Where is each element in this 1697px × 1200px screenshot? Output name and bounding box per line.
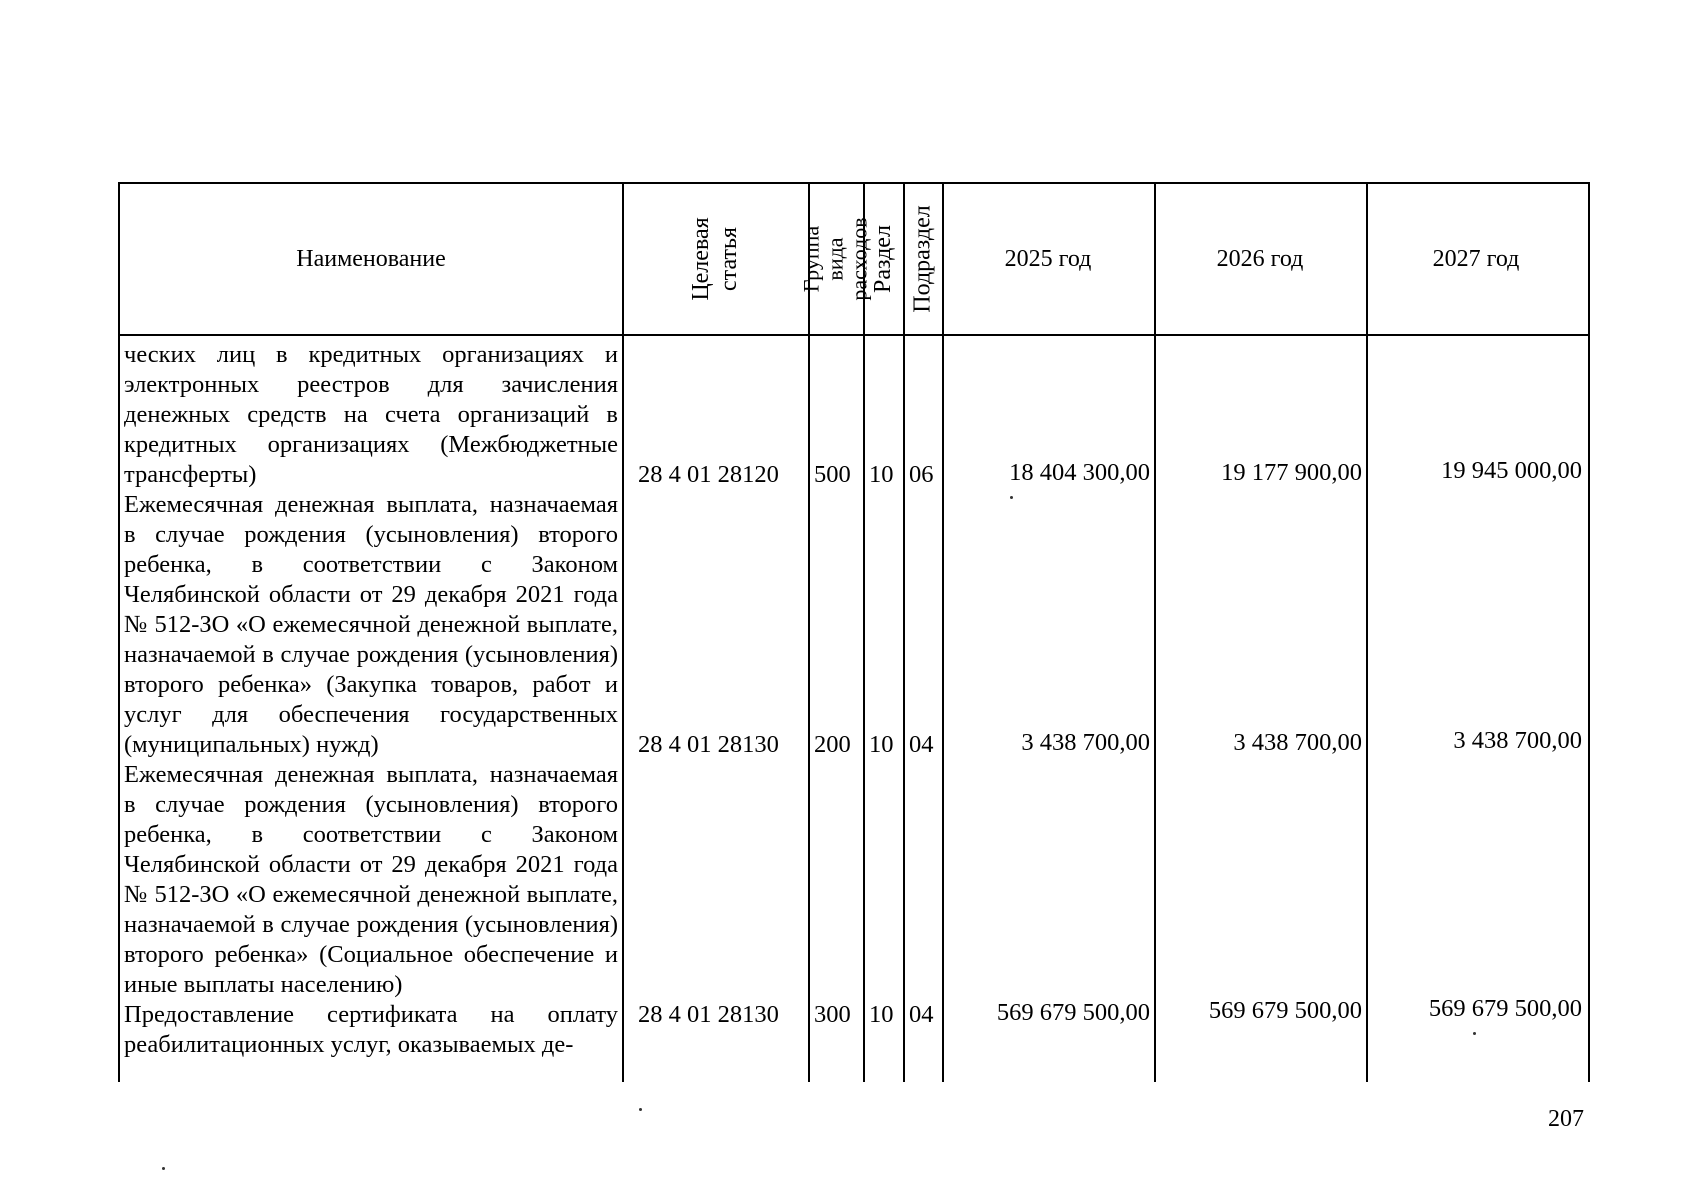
row-value-2025: 3 438 700,00 (1021, 729, 1150, 756)
row-section: 10 (869, 1001, 894, 1028)
header-subsection (903, 184, 942, 334)
header-expense-group (798, 184, 872, 334)
row-value-2027: 19 945 000,00 (1441, 457, 1582, 484)
header-expense-group-label: Группа вида расходов (798, 217, 872, 301)
row-name: Предоставление сертификата на оплату реабилитационных услуг, оказываемых де- (124, 1001, 618, 1058)
scan-speck (1010, 496, 1013, 499)
row-value-2026: 569 679 500,00 (1208, 997, 1362, 1024)
row-subsection: 04 (909, 731, 934, 758)
header-2026-label: 2026 год (1216, 245, 1304, 272)
header-name (120, 184, 622, 334)
row-section: 10 (869, 461, 894, 488)
header-section-label: Раздел (870, 225, 897, 293)
page-number: 207 (1548, 1106, 1584, 1132)
row-subsection: 06 (909, 461, 934, 488)
row-value-2027: 569 679 500,00 (1428, 995, 1582, 1022)
row-group: 200 (814, 731, 851, 758)
row-subsection: 04 (909, 1001, 934, 1028)
row-value-2025: 18 404 300,00 (1009, 459, 1150, 486)
budget-table (118, 182, 1590, 1082)
row-name: ческих лиц в кредитных организациях и электронных реестров для зачисления денежных средств на счета организаций в кредитных организациях (Межбюджетные трансферты) (124, 341, 618, 488)
row-value-2025: 569 679 500,00 (996, 999, 1150, 1026)
row-value-2026: 3 438 700,00 (1233, 729, 1362, 756)
scan-speck (1473, 1032, 1476, 1035)
header-target-article (622, 184, 808, 334)
scan-speck (162, 1167, 165, 1170)
row-name: Ежемесячная денежная выплата, назначаемая в случае рождения (усыновления) второго ребенка, в соответствии с Законом Челябинской области от 29 декабря 2021 года № 512-ЗО «О ежемесячной денежной выплате, назначаемой в случае рождения (усыновления) второго ребенка» (Социальное обеспечение и иные выплаты населению) (124, 761, 618, 998)
header-divider (120, 334, 1588, 336)
header-2027 (1366, 184, 1586, 334)
row-value-2026: 19 177 900,00 (1221, 459, 1362, 486)
header-name-label: Наименование (296, 245, 446, 272)
header-section (863, 184, 903, 334)
row-target: 28 4 01 28130 (638, 1001, 779, 1028)
row-group: 500 (814, 461, 851, 488)
header-2026 (1154, 184, 1366, 334)
name-column (124, 340, 618, 1060)
header-2027-label: 2027 год (1432, 245, 1520, 272)
header-2025-label: 2025 год (1004, 245, 1092, 272)
row-group: 300 (814, 1001, 851, 1028)
header-subsection-label: Подраздел (909, 205, 936, 313)
row-target: 28 4 01 28130 (638, 731, 779, 758)
row-name: Ежемесячная денежная выплата, назначаемая в случае рождения (усыновления) второго ребенка, в соответствии с Законом Челябинской области от 29 декабря 2021 года № 512-ЗО «О ежемесячной денежной выплате, назначаемой в случае рождения (усыновления) второго ребенка» (Закупка товаров, работ и услуг для обеспечения государственных (муниципальных) нужд) (124, 491, 618, 758)
row-section: 10 (869, 731, 894, 758)
header-2025 (942, 184, 1154, 334)
scan-speck (639, 1108, 642, 1111)
row-target: 28 4 01 28120 (638, 461, 779, 488)
row-value-2027: 3 438 700,00 (1453, 727, 1582, 754)
header-target-article-label: Целевая статья (688, 217, 742, 301)
